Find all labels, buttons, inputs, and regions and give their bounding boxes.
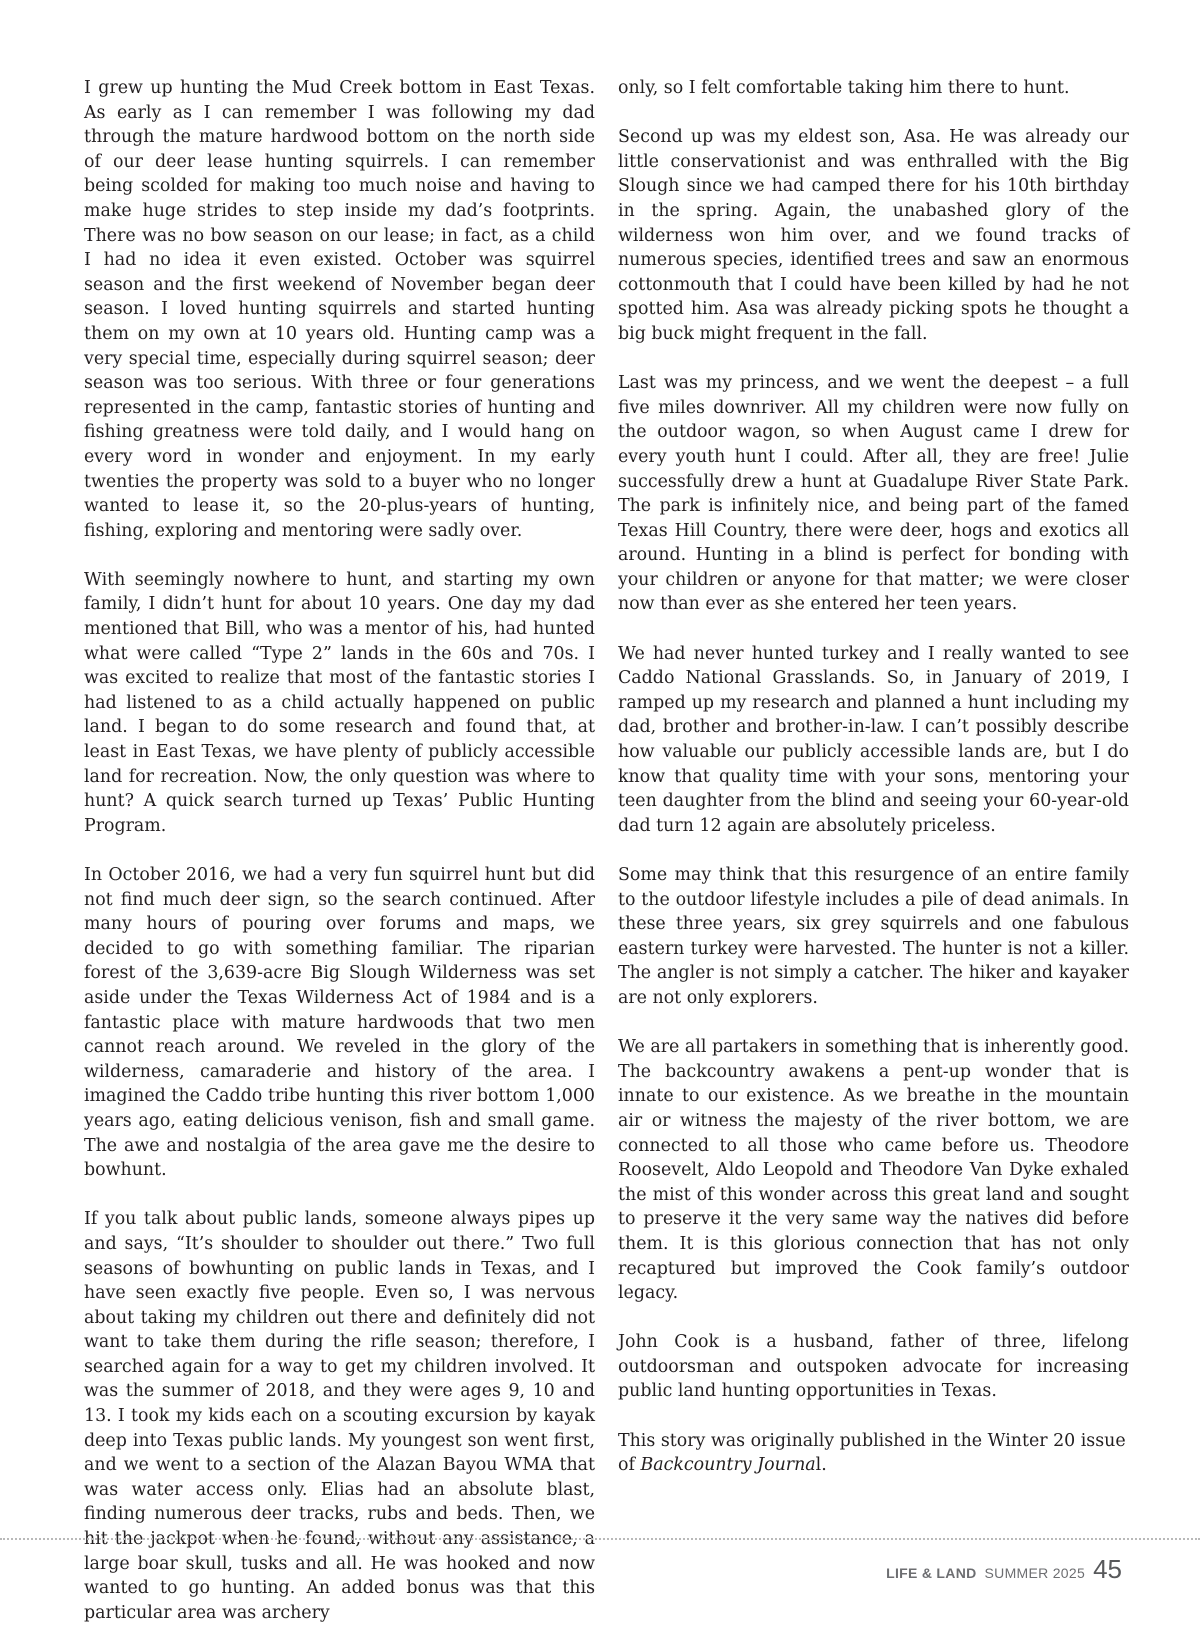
magazine-name: LIFE & LAND [886,1565,977,1581]
credit-prefix: This story was originally published in the Winter 20 issue of [618,1430,1126,1476]
author-bio: John Cook is a husband, father of three, lifelong outdoorsman and outspoken advocate for increasing public land hunting opportunities in Texas. [618,1332,1129,1402]
paragraph: Last was my princess, and we went the deepest – a full five miles downriver. All my children were now fully on the outdoor wagon, so when August came I drew for every youth hunt I could. After all, they are free! Julie successfully drew a hunt at Guadalupe River State Park. The park is infinitely nice, and being part of the famed Texas Hill Country, there were deer, hogs and exotics all around. Hunting in a blind is perfect for bonding with your children or anyone for that matter; we were closer now than ever as she entered her teen years. [618,373,1129,615]
page-footer [886,1554,1122,1585]
paragraph: Second up was my eldest son, Asa. He was already our little conservationist and was enthralled with the Big Slough since we had camped there for his 10th birthday in the spring. Again, the unabashed glory of the wilderness won him over, and we found tracks of numerous species, identified trees and saw an enormous cottonmouth that I could have been killed by had he not spotted him. Asa was already picking spots he thought a big buck might frequent in the fall. [618,127,1129,344]
page-number: 45 [1093,1554,1122,1584]
article-column-left [84,76,595,1625]
paragraph: If you talk about public lands, someone always pipes up and says, “It’s shoulder to shoulder out there.” Two full seasons of bowhunting on public lands in Texas, and I have seen exactly five people. Even so, I was nervous about taking my children out there and definitely did not want to take them during the rifle season; therefore, I searched again for a way to get my children involved. It was the summer of 2018, and they were ages 9, 10 and 13. I took my kids each on a scouting excursion by kayak deep into Texas public lands. My youngest son went first, and we went to a section of the Alazan Bayou WMA that was water access only. Elias had an absolute blast, finding numerous deer tracks, rubs and beds. Then, we hit the jackpot when he found, without any assistance, a large boar skull, tusks and all. He was hooked and now wanted to go hunting. An added bonus was that this particular area was archery [84,1209,595,1623]
issue-date: SUMMER 2025 [984,1565,1086,1581]
article-column-right [618,76,1129,1502]
paragraph: We had never hunted turkey and I really wanted to see Caddo National Grasslands. So, in January of 2019, I ramped up my research and planned a hunt including my dad, brother and brother-in-law. I can’t possibly describe how valuable our publicly accessible lands are, but I do know that quality time with your sons, mentoring your teen daughter from the blind and seeing your 60-year-old dad turn 12 again are absolutely priceless. [618,643,1129,836]
publication-title: Backcountry Journa [640,1455,816,1476]
paragraph: With seemingly nowhere to hunt, and starting my own family, I didn’t hunt for about 10 years. One day my dad mentioned that Bill, who was a mentor of his, had hunted what were called “Type 2” lands in the 60s and 70s. I was excited to realize that most of the fantastic stories I had listened to as a child actually happened on public land. I began to do some research and found that, at least in East Texas, we have plenty of publicly accessible land for recreation. Now, the only question was where to hunt? A quick search turned up Texas’ Public Hunting Program. [84,569,595,836]
credit-suffix: l. [815,1455,827,1476]
footer-divider [0,1538,1200,1540]
paragraph: I grew up hunting the Mud Creek bottom in East Texas. As early as I can remember I was following my dad through the mature hardwood bottom on the north side of our deer lease hunting squirrels. I can remember being scolded for making too much noise and having to make huge strides to step inside my dad’s footprints. There was no bow season on our lease; in fact, as a child I had no idea it even existed. October was squirrel season and the first weekend of November began deer season. I loved hunting squirrels and started hunting them on my own at 10 years old. Hunting camp was a very special time, especially during squirrel season; deer season was too serious. With three or four generations represented in the camp, fantastic stories of hunting and fishing greatness were told daily, and I would hang on every word in wonder and enjoyment. In my early twenties the property was sold to a buyer who no longer wanted to lease it, so the 20-plus-years of hunting, fishing, exploring and mentoring were sadly over. [84,78,595,541]
paragraph: Some may think that this resurgence of an entire family to the outdoor lifestyle includes a pile of dead animals. In these three years, six grey squirrels and one fabulous eastern turkey were harvested. The hunter is not a killer. The angler is not simply a catcher. The hiker and kayaker are not only explorers. [618,865,1129,1008]
paragraph: We are all partakers in something that is inherently good. The backcountry awakens a pent-up wonder that is innate to our existence. As we breathe in the mountain air or witness the majesty of the river bottom, we are connected to all those who came before us. Theodore Roosevelt, Aldo Leopold and Theodore Van Dyke exhaled the mist of this wonder across this great land and sought to preserve it the very same way the natives did before them. It is this glorious connection that has not only recaptured but improved the Cook family’s outdoor legacy. [618,1037,1129,1304]
paragraph: In October 2016, we had a very fun squirrel hunt but did not find much deer sign, so the search continued. After many hours of pouring over forums and maps, we decided to go with something familiar. The riparian forest of the 3,639-acre Big Slough Wilderness was set aside under the Texas Wilderness Act of 1984 and is a fantastic place with mature hardwoods that two men cannot reach around. We reveled in the glory of the wilderness, camaraderie and history of the area. I imagined the Caddo tribe hunting this river bottom 1,000 years ago, eating delicious venison, fish and small game. The awe and nostalgia of the area gave me the desire to bowhunt. [84,865,595,1181]
publication-credit [618,1429,1129,1478]
paragraph: only, so I felt comfortable taking him there to hunt. [618,78,1070,98]
